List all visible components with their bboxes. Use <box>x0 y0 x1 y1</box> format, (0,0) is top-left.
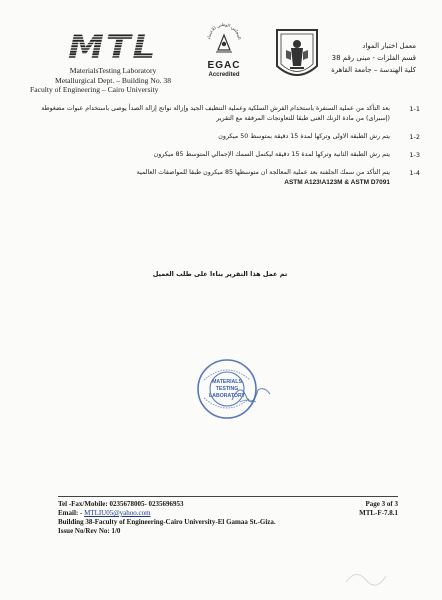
egac-arc-text: المجلس الوطني للاعتماد <box>206 21 242 40</box>
lab-header-block <box>30 29 188 95</box>
egac-emblem-icon <box>206 20 242 56</box>
tel-label: Tel -Fax/Mobile: <box>58 500 108 508</box>
list-item <box>30 168 420 188</box>
faint-scan-mark <box>340 562 390 592</box>
stamp-line: LABORATORY <box>209 393 245 399</box>
page-footer <box>58 500 398 536</box>
item-number: 1-3 <box>409 151 420 159</box>
signature-mark <box>226 372 276 412</box>
arabic-lab-name: معمل اختبار المواد <box>362 42 416 50</box>
item-text: يتم رش الطبقة الثانية وتركها لمدة 15 دقيقة ليكتمل السمك الإجمالي المتوسط 85 ميكرون <box>153 151 390 158</box>
list-item <box>30 104 420 124</box>
customer-request-note: تم عمل هذا التقرير بناءا على طلب العميل <box>152 270 288 278</box>
mtl-logo: MTL <box>68 29 158 66</box>
egac-name: EGAC <box>207 60 241 71</box>
faculty-line: Faculty of Engineering – Cairo University <box>30 85 159 94</box>
tel-value: 0235678005- 0235696953 <box>109 500 184 508</box>
egac-logo <box>196 20 252 90</box>
lab-name-line: MaterialsTesting Laboratory <box>69 66 157 75</box>
item-text: يتم رش الطبقة الاولى وتركها لمدة 15 دقيقة بمتوسط 50 ميكرون <box>218 133 390 140</box>
item-number: 1-1 <box>409 105 420 113</box>
issue-line: Issue No/Rev No: 1/0 <box>58 527 121 535</box>
email-link[interactable]: MTLIU05@yahoo.com <box>84 509 151 517</box>
item-text: يتم التأكد من سمك الجلفنة بعد عملية المعالجة ان متوسطها 85 ميكرون طبقا للمواصفات العالمية <box>136 169 390 176</box>
svg-text:المجلس الوطني للاعتماد <box>206 22 242 40</box>
item-number: 1-4 <box>409 169 420 177</box>
item-text: بعد التأكد من عملية السنفرة باستخدام الفرش السلكية وعملية التنظيف الجيد وإزالة نواتج إزالة الصدأ يوصى باستخدام عبوات مضغوطة (إسبراى) من مادة الزنك الغنى طبقا للتعاونجات المرفقة مع التقرير <box>41 105 390 122</box>
list-item <box>30 150 420 160</box>
arabic-faculty: كلية الهندسة – جامعة القاهرة <box>331 66 416 74</box>
arabic-department: قسم الفلزات - مبنى رقم 38 <box>331 54 416 62</box>
footer-divider <box>58 496 398 497</box>
department-line: Metallurgical Dept. – Building No. 38 <box>54 75 172 85</box>
page-number: Page 3 of 3 <box>365 500 398 508</box>
stamp-line: TESTING <box>215 386 239 392</box>
report-items <box>30 104 420 196</box>
stamp-line: MATERIALS <box>212 379 242 385</box>
form-code: MTL-F-7.8.1 <box>359 509 398 517</box>
astm-reference: ASTM A123\A123M & ASTM D7091 <box>284 179 390 186</box>
egac-accredited: Accredited <box>208 72 240 78</box>
arabic-header-block <box>306 40 416 76</box>
item-number: 1-2 <box>409 133 420 141</box>
list-item <box>30 132 420 142</box>
address-line: Building 38-Faculty of Engineering-Cairo University-El Gamaa St.-Giza. <box>58 518 276 526</box>
email-label: Email: - <box>58 509 83 517</box>
